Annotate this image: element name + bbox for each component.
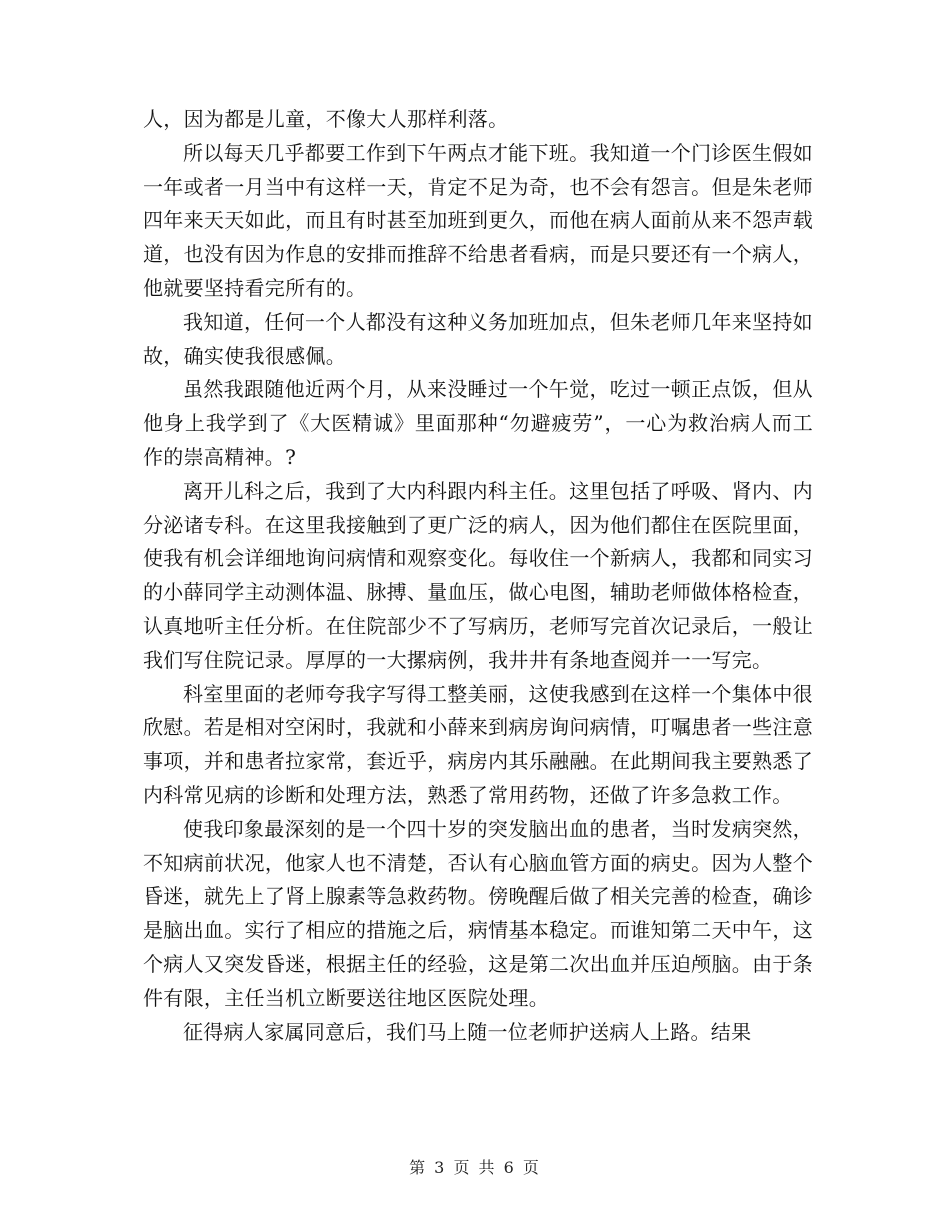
page-footer: 第 3 页 共 6 页 bbox=[409, 1158, 541, 1177]
paragraph-3: 我知道，任何一个人都没有这种义务加班加点，但朱老师几年来坚持如故，确实使我很感佩。 bbox=[143, 309, 813, 368]
document-page bbox=[143, 103, 813, 1049]
paragraph-7: 使我印象最深刻的是一个四十岁的突发脑出血的患者，当时发病突然，不知病前状况，他家人也不清楚，否认有心脑血管方面的病史。因为人整个昏迷，就先上了肾上腺素等急救药物。傍晚醒后做了相关完善的检查，确诊是脑出血。实行了相应的措施之后，病情基本稳定。而谁知第二天中午，这个病人又突发昏迷，根据主任的经验，这是第二次出血并压迫颅脑。由于条件有限，主任当机立断要送往地区医院处理。 bbox=[143, 816, 813, 1010]
paragraph-2: 所以每天几乎都要工作到下午两点才能下班。我知道一个门诊医生假如一年或者一月当中有这样一天，肯定不足为奇，也不会有怨言。但是朱老师四年来天天如此，而且有时甚至加班到更久，而他在病人面前从来不怨声载道，也没有因为作息的安排而推辞不给患者看病，而是只要还有一个病人，他就要坚持看完所有的。 bbox=[143, 140, 813, 300]
paragraph-5: 离开儿科之后，我到了大内科跟内科主任。这里包括了呼吸、肾内、内分泌诸专科。在这里我接触到了更广泛的病人，因为他们都住在医院里面，使我有机会详细地询问病情和观察变化。每收住一个新病人，我都和同实习的小薛同学主动测体温、脉搏、量血压，做心电图，辅助老师做体格检查，认真地听主任分析。在住院部少不了写病历，老师写完首次记录后，一般让我们写住院记录。厚厚的一大摞病例，我井井有条地查阅并一一写完。 bbox=[143, 478, 813, 672]
paragraph-4: 虽然我跟随他近两个月，从来没睡过一个午觉，吃过一顿正点饭，但从他身上我学到了《大医精诚》里面那种“勿避疲劳”，一心为救治病人而工作的崇高精神。? bbox=[143, 377, 813, 469]
paragraph-1: 人，因为都是儿童，不像大人那样利落。 bbox=[143, 107, 509, 131]
paragraph-8: 征得病人家属同意后，我们马上随一位老师护送病人上路。结果 bbox=[183, 1019, 752, 1044]
paragraph-6: 科室里面的老师夸我字写得工整美丽，这使我感到在这样一个集体中很欣慰。若是相对空闲时，我就和小薛来到病房询问病情，叮嘱患者一些注意事项，并和患者拉家常，套近乎，病房内其乐融融。在此期间我主要熟悉了内科常见病的诊断和处理方法，熟悉了常用药物，还做了许多急救工作。 bbox=[143, 681, 813, 807]
